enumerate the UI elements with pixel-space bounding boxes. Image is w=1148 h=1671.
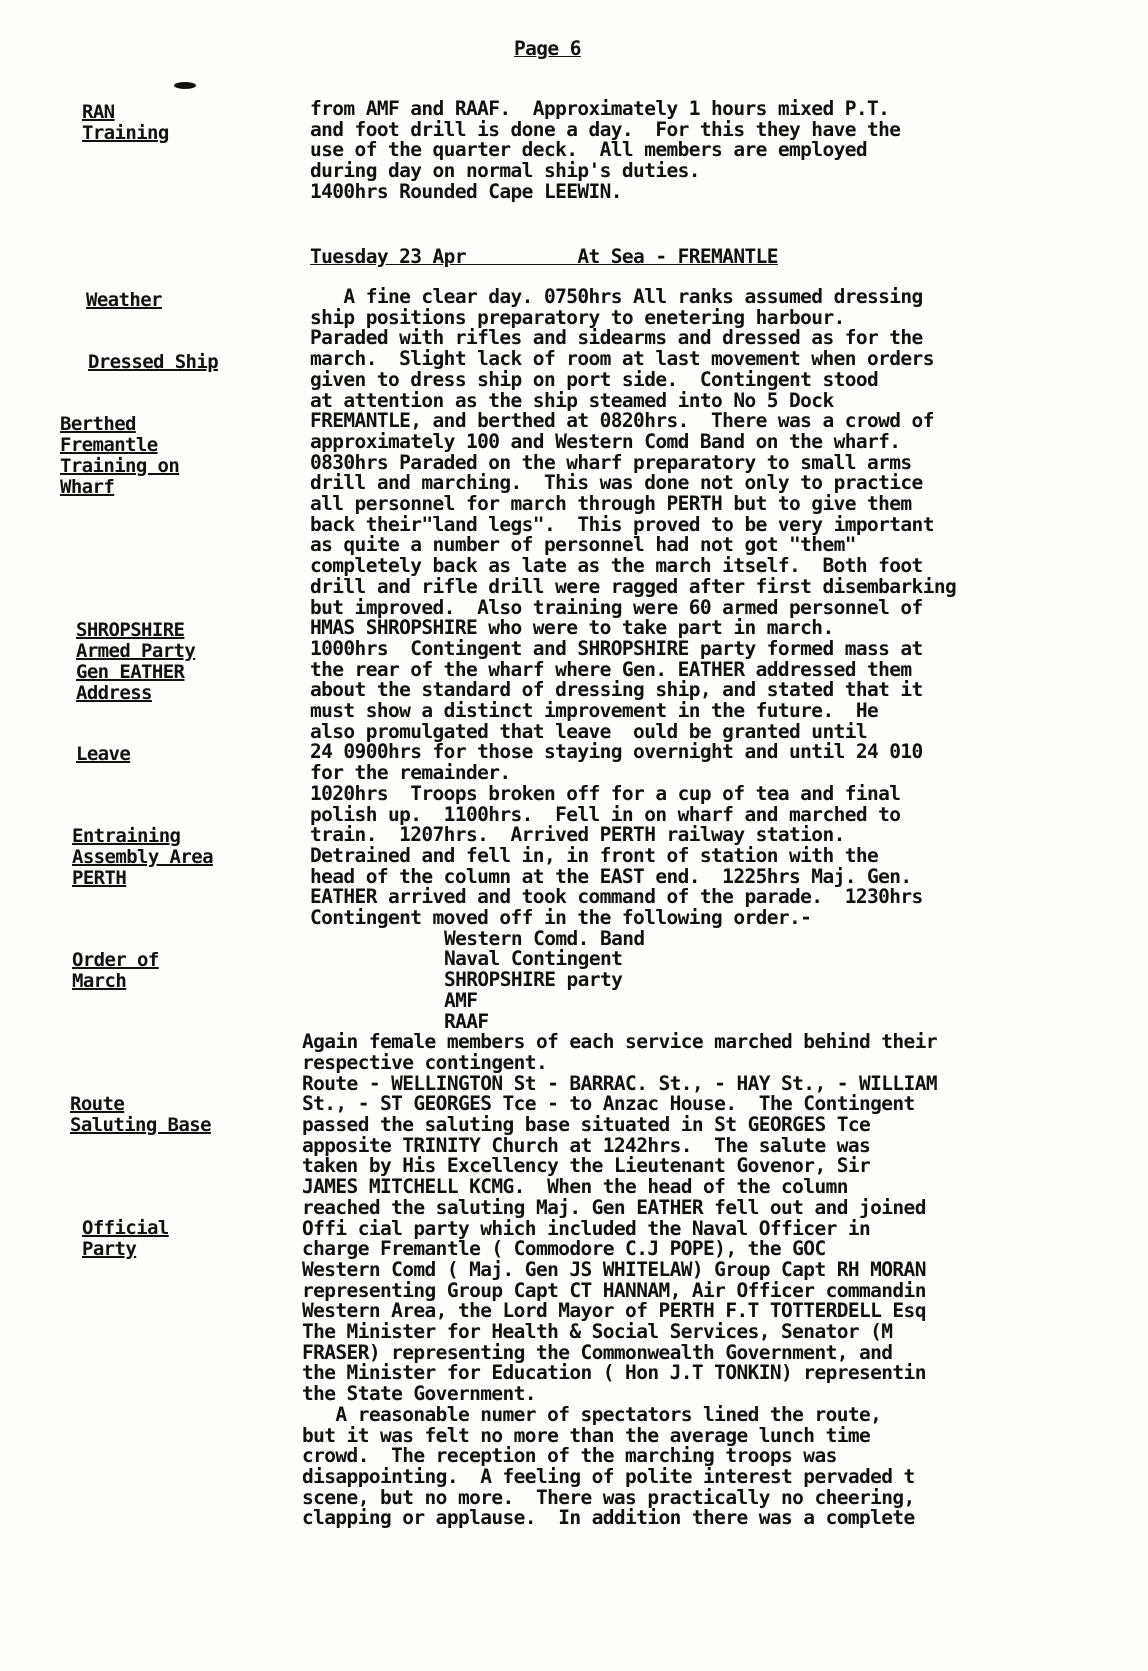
margin-note-line: Leave xyxy=(76,743,131,765)
body-line: as quite a number of personnel had not got "them" xyxy=(310,533,856,557)
body-line: for the remainder. xyxy=(310,761,511,785)
body-line: A fine clear day. 0750hrs All ranks assumed dressing xyxy=(310,285,923,308)
body-line: respective contingent. xyxy=(302,1050,548,1074)
body-line: Again female members of each service marched behind their xyxy=(302,1030,937,1054)
body-line: Contingent moved off in the following order.- xyxy=(310,906,812,929)
body-line: at attention as the ship steamed into No 5 Dock xyxy=(310,388,834,412)
body-line: FRASER) representing the Commonwealth Government, and xyxy=(302,1340,893,1364)
margin-note-line: RAN xyxy=(82,101,115,123)
margin-note-line: Armed Party xyxy=(76,640,196,662)
margin-note-line: SHROPSHIRE xyxy=(76,619,185,641)
body-line: head of the column at the EAST end. 1225hrs Maj. Gen. xyxy=(310,864,912,888)
body-line: taken by His Excellency the Lieutenant Govenor, Sir xyxy=(302,1154,871,1178)
body-line: march. Slight lack of room at last movement when orders xyxy=(310,347,934,371)
body-line: A reasonable numer of spectators lined the route, xyxy=(302,1402,882,1426)
margin-note-line: Assembly Area xyxy=(72,846,213,868)
page-number: Page 6 xyxy=(514,37,581,60)
body-line: 24 0900hrs for those staying overnight and until 24 010 xyxy=(310,740,923,764)
body-line: St., - ST GEORGES Tce - to Anzac House. The Contingent xyxy=(302,1092,915,1116)
margin-note-line: Dressed Ship xyxy=(88,351,219,373)
body-line: 1000hrs Contingent and SHROPSHIRE party formed mass at xyxy=(310,636,923,660)
margin-note-line: Training on xyxy=(60,455,180,477)
margin-note-line: Saluting Base xyxy=(70,1114,211,1136)
body-line: apposite TRINITY Church at 1242hrs. The salute was xyxy=(302,1133,871,1157)
body-line: HMAS SHROPSHIRE who were to take part in march. xyxy=(310,616,834,640)
body-line: ship positions preparatory to enetering harbour. xyxy=(310,305,845,329)
margin-note-line: Address xyxy=(76,682,152,704)
margin-note-line: March xyxy=(72,970,127,992)
body-line: Route - WELLINGTON St - BARRAC. St., - HAY St., - WILLIAM xyxy=(302,1071,937,1095)
diary-date-heading: Tuesday 23 Apr At Sea - FREMANTLE xyxy=(310,245,778,268)
body-line: use of the quarter deck. All members are employed xyxy=(310,138,867,162)
body-line: about the standard of dressing ship, and stated that it xyxy=(310,678,923,702)
body-line: all personnel for march through PERTH but to give them xyxy=(310,492,912,515)
body-line: completely back as late as the march itself. Both foot xyxy=(310,554,923,578)
margin-note-line: Official xyxy=(82,1217,169,1239)
body-line: charge Fremantle ( Commodore C.J POPE), the GOC xyxy=(302,1237,826,1261)
margin-note-line: Fremantle xyxy=(60,434,158,456)
body-line: but it was felt no more than the average lunch time xyxy=(302,1423,871,1447)
margin-note-line: Gen EATHER xyxy=(76,661,185,683)
body-line: Offi cial party which included the Naval Officer in xyxy=(302,1216,871,1240)
body-line: The Minister for Health & Social Services, Senator (M xyxy=(302,1320,893,1343)
body-line: Detrained and fell in, in front of station with the xyxy=(310,843,879,867)
body-line: passed the saluting base situated in St GEORGES Tce xyxy=(302,1113,871,1136)
body-line: 0830hrs Paraded on the wharf preparatory to small arms xyxy=(310,450,912,474)
march-order-item: AMF xyxy=(444,988,478,1012)
body-line: train. 1207hrs. Arrived PERTH railway station. xyxy=(310,823,845,847)
margin-note-line: Entraining xyxy=(72,825,181,847)
march-order-item: SHROPSHIRE party xyxy=(444,968,623,992)
body-line: Western Area, the Lord Mayor of PERTH F.T TOTTERDELL Esq xyxy=(302,1299,926,1323)
body-line: the State Government. xyxy=(302,1382,536,1406)
body-line: but improved. Also training were 60 armed personnel of xyxy=(310,595,923,619)
body-line: must show a distinct improvement in the future. He xyxy=(310,699,879,722)
march-order-item: RAAF xyxy=(444,1009,489,1033)
body-line: 1400hrs Rounded Cape LEEWIN. xyxy=(310,179,622,203)
body-line: disappointing. A feeling of polite interest pervaded t xyxy=(302,1464,915,1488)
margin-note-line: PERTH xyxy=(72,867,127,889)
margin-note-line: Berthed xyxy=(60,413,136,435)
body-line: and foot drill is done a day. For this they have the xyxy=(310,117,901,141)
margin-note-line: Wharf xyxy=(60,476,115,498)
margin-note-line: Party xyxy=(82,1238,137,1260)
body-line: scene, but no more. There was practically no cheering, xyxy=(302,1485,915,1509)
body-line: FREMANTLE, and berthed at 0820hrs. There was a crowd of xyxy=(310,409,934,433)
march-order-item: Naval Contingent xyxy=(444,947,623,971)
body-line: 1020hrs Troops broken off for a cup of tea and final xyxy=(310,781,901,805)
march-order-item: Western Comd. Band xyxy=(444,926,645,950)
body-line: representing Group Capt CT HANNAM, Air Officer commandin xyxy=(302,1278,926,1302)
body-line: reached the saluting Maj. Gen EATHER fell out and joined xyxy=(302,1195,926,1219)
body-line: polish up. 1100hrs. Fell in on wharf and marched to xyxy=(310,802,901,826)
body-line: clapping or applause. In addition there was a complete xyxy=(302,1506,915,1530)
body-line: from AMF and RAAF. Approximately 1 hours mixed P.T. xyxy=(310,97,890,120)
body-line: Paraded with rifles and sidearms and dressed as for the xyxy=(310,326,923,350)
body-line: JAMES MITCHELL KCMG. When the head of the column xyxy=(302,1175,848,1199)
margin-note-line: Training xyxy=(82,122,169,144)
body-line: given to dress ship on port side. Contingent stood xyxy=(310,367,879,391)
margin-note-line: Route xyxy=(70,1093,125,1115)
body-line: Western Comd ( Maj. Gen JS WHITELAW) Group Capt RH MORAN xyxy=(302,1257,926,1281)
body-line: drill and marching. This was done not only to practice xyxy=(310,471,923,495)
body-line: crowd. The reception of the marching troops was xyxy=(302,1444,837,1468)
body-line: EATHER arrived and took command of the parade. 1230hrs xyxy=(310,885,923,909)
body-line: drill and rifle drill were ragged after first disembarking xyxy=(310,574,957,598)
body-line: the rear of the wharf where Gen. EATHER addressed them xyxy=(310,657,912,681)
margin-note-line: Order of xyxy=(72,949,159,971)
body-line: approximately 100 and Western Comd Band on the wharf. xyxy=(310,429,901,453)
body-line: back their"land legs". This proved to be very important xyxy=(310,512,934,536)
body-line: also promulgated that leave ould be granted until xyxy=(310,719,867,743)
body-line: during day on normal ship's duties. xyxy=(310,159,700,183)
margin-note-line: Weather xyxy=(86,289,162,311)
body-line: the Minister for Education ( Hon J.T TONKIN) representin xyxy=(302,1361,926,1385)
